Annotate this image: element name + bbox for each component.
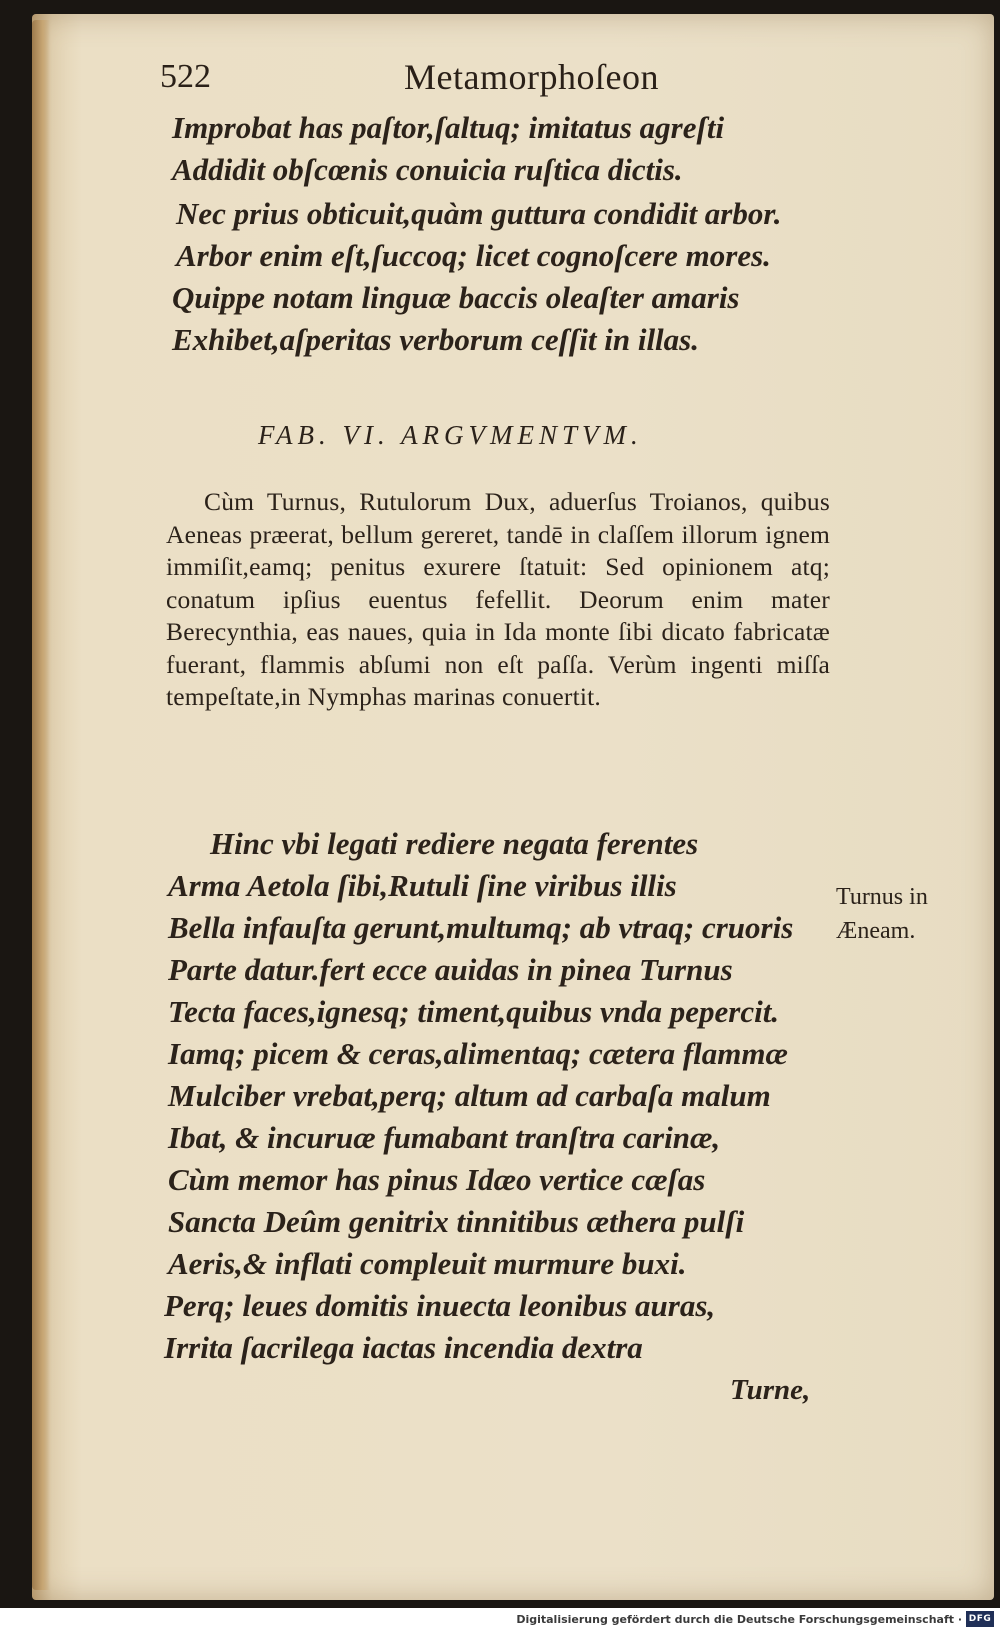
verse-line: Exhibet,aſperitas verborum ceſſit in illas.	[172, 322, 699, 357]
verse-line: Arma Aetola ſibi,Rutuli ſine viribus illis	[168, 868, 677, 903]
verse-line: Irrita ſacrilega iactas incendia dextra	[164, 1330, 643, 1365]
verse-line: Sancta Deûm genitrix tinnitibus æthera pulſi	[168, 1204, 745, 1239]
marginal-note	[836, 880, 996, 948]
verse-line: Parte datur.fert ecce auidas in pinea Turnus	[168, 952, 733, 987]
verse-line: Mulciber vrebat,perq; altum ad carbaſa malum	[168, 1078, 771, 1113]
digitization-footer	[0, 1608, 1000, 1632]
running-title: Metamorphoſeon	[404, 57, 659, 97]
verse-line: Cùm memor has pinus Idæo vertice cæſas	[168, 1162, 706, 1197]
fable-heading: FAB. VI. ARGVMENTVM.	[258, 420, 643, 450]
marginal-note-line: Turnus in	[836, 884, 928, 910]
page-number: 522	[160, 58, 211, 95]
verse-line: Improbat has paſtor,ſaltuq; imitatus agreſti	[172, 110, 725, 145]
verse-line: Arbor enim eſt,ſuccoq; licet cognoſcere mores.	[176, 238, 771, 273]
verse-line: Nec prius obticuit,quàm guttura condidit arbor.	[176, 196, 782, 231]
funding-credit: Digitalisierung gefördert durch die Deutsche Forschungsgemeinschaft ·	[516, 1613, 962, 1626]
dfg-logo: DFG	[966, 1611, 994, 1627]
verse-line: Bella infauſta gerunt,multumq; ab vtraq; cruoris	[168, 910, 794, 945]
verse-line: Aeris,& inflati compleuit murmure buxi.	[168, 1246, 687, 1281]
marginal-note-line: Æneam.	[836, 918, 916, 944]
verse-line: Iamq; picem & ceras,alimentaq; cætera flammæ	[168, 1036, 788, 1071]
catchword: Turne,	[730, 1374, 811, 1406]
verse-line: Quippe notam linguæ baccis oleaſter amaris	[172, 280, 740, 315]
running-head	[160, 56, 700, 102]
verse-line: Tecta faces,ignesq; timent,quibus vnda pepercit.	[168, 994, 780, 1029]
verse-line: Ibat, & incuruæ fumabant tranſtra carinæ,	[168, 1120, 721, 1155]
page-edge	[32, 20, 50, 1590]
verse-line: Hinc vbi legati rediere negata ferentes	[210, 826, 699, 861]
verse-line: Perq; leues domitis inuecta leonibus auras,	[164, 1288, 716, 1323]
argument-paragraph: Cùm Turnus, Rutulorum Dux, aduerſus Troianos, quibus Aeneas præerat, bellum gereret, tandē in claſſem illorum ignem immiſit,eamq; penitus exurere ſtatuit: Sed opinionem atq; conatum ipſius euentus fefellit. Deorum enim mater Berecynthia, eas naues, quia in Ida monte ſibi dicato fabricatæ fuerant, flammis abſumi non eſt paſſa. Verùm ingenti miſſa tempeſtate,in Nymphas marinas conuertit.	[166, 487, 830, 711]
verse-line: Addidit obſcœnis conuicia ruſtica dictis.	[172, 152, 683, 187]
